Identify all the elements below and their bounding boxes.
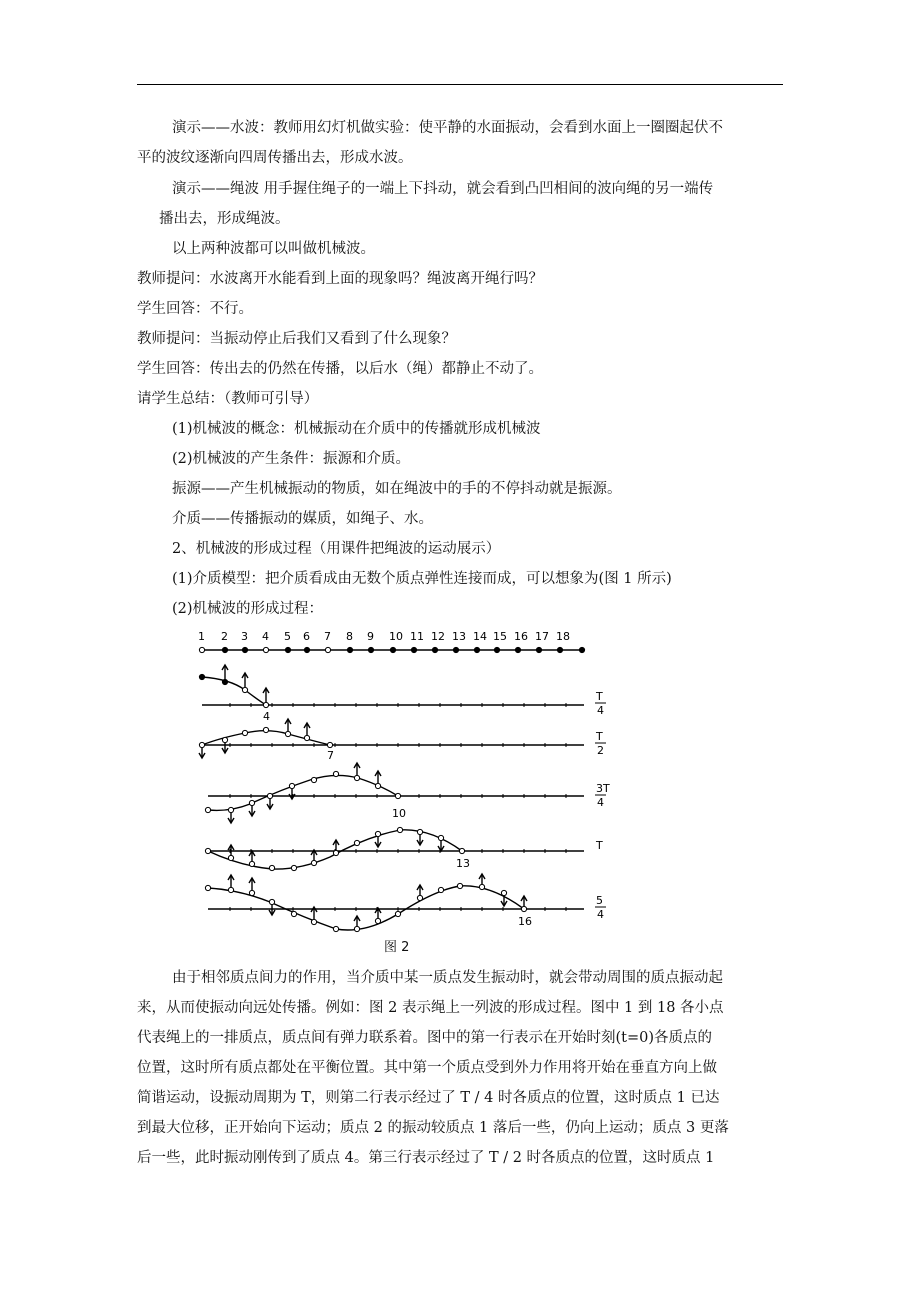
particle-dot bbox=[397, 827, 402, 832]
particle-dot bbox=[242, 730, 247, 735]
particle-dot bbox=[263, 647, 268, 652]
wave-front-label: 7 bbox=[327, 749, 334, 762]
wave-front-dot bbox=[521, 906, 526, 911]
time-label-top: T bbox=[596, 839, 603, 852]
particle-label: 13 bbox=[452, 630, 466, 643]
particle-dot bbox=[291, 911, 296, 916]
particle-dot bbox=[205, 807, 210, 812]
particle-dot bbox=[375, 783, 380, 788]
paragraph-line: 简谐运动，设振动周期为 T，则第二行表示经过了 T / 4 时各质点的位置，这时质点 1 已达 bbox=[137, 1090, 720, 1106]
wave-front-dot bbox=[263, 702, 268, 707]
particle-dot bbox=[249, 800, 254, 805]
particle-dot bbox=[228, 887, 233, 892]
time-label-bottom: 4 bbox=[597, 908, 604, 921]
particle-dot bbox=[333, 850, 338, 855]
particle-dot bbox=[285, 731, 290, 736]
particle-dot bbox=[228, 855, 233, 860]
particle-label: 15 bbox=[493, 630, 507, 643]
wave-front-dot bbox=[459, 848, 464, 853]
particle-label: 14 bbox=[473, 630, 487, 643]
paragraph-line: 以上两种波都可以叫做机械波。 bbox=[172, 241, 375, 257]
particle-dot bbox=[494, 647, 499, 652]
particle-dot bbox=[579, 647, 584, 652]
particle-dot bbox=[249, 890, 254, 895]
paragraph-line: 播出去，形成绳波。 bbox=[159, 211, 290, 227]
particle-dot bbox=[311, 860, 316, 865]
particle-dot bbox=[267, 793, 272, 798]
particle-dot bbox=[228, 807, 233, 812]
particle-dot bbox=[242, 687, 247, 692]
particle-dot bbox=[242, 647, 247, 652]
paragraph-line: 2、机械波的形成过程（用课件把绳波的运动展示） bbox=[172, 541, 501, 557]
time-label-top: 3T bbox=[596, 782, 610, 795]
particle-dot bbox=[249, 861, 254, 866]
particle-label: 8 bbox=[346, 630, 353, 643]
particle-label: 11 bbox=[410, 630, 424, 643]
paragraph-line: 演示——水波：教师用幻灯机做实验：使平静的水面振动，会看到水面上一圈圈起伏不 bbox=[172, 120, 723, 136]
time-label-bottom: 4 bbox=[597, 796, 604, 809]
paragraph-line: 请学生总结：（教师可引导） bbox=[137, 391, 319, 407]
time-label-bottom: 4 bbox=[597, 704, 604, 717]
particle-dot bbox=[285, 647, 290, 652]
paragraph-line: 振源——产生机械振动的物质，如在绳波中的手的不停抖动就是振源。 bbox=[172, 481, 622, 497]
particle-dot bbox=[375, 831, 380, 836]
particle-label: 4 bbox=[262, 630, 269, 643]
particle-dot bbox=[438, 835, 443, 840]
particle-label: 10 bbox=[389, 630, 403, 643]
particle-dot bbox=[474, 647, 479, 652]
particle-dot bbox=[333, 771, 338, 776]
particle-label: 7 bbox=[324, 630, 331, 643]
particle-dot bbox=[417, 895, 422, 900]
wave-front-label: 10 bbox=[392, 807, 406, 820]
particle-dot bbox=[263, 727, 268, 732]
particle-dot bbox=[269, 865, 274, 870]
header-rule bbox=[137, 84, 783, 85]
particle-dot bbox=[368, 647, 373, 652]
particle-dot bbox=[222, 679, 227, 684]
particle-dot bbox=[411, 647, 416, 652]
time-label-top: 5 bbox=[596, 894, 603, 907]
wave-front-label: 4 bbox=[263, 710, 270, 723]
particle-dot bbox=[199, 742, 204, 747]
paragraph-line: 后一些，此时振动刚传到了质点 4。第三行表示经过了 T / 2 时各质点的位置，这时质点 1 bbox=[137, 1150, 715, 1166]
particle-dot bbox=[375, 918, 380, 923]
particle-dot bbox=[557, 647, 562, 652]
paragraph-line: (1)机械波的概念：机械振动在介质中的传播就形成机械波 bbox=[172, 421, 541, 437]
particle-dot bbox=[417, 829, 422, 834]
particle-label: 18 bbox=[556, 630, 570, 643]
particle-dot bbox=[291, 865, 296, 870]
particle-dot bbox=[269, 899, 274, 904]
particle-dot bbox=[304, 735, 309, 740]
particle-dot bbox=[222, 647, 227, 652]
particle-dot bbox=[515, 647, 520, 652]
paragraph-line: 学生回答：不行。 bbox=[137, 301, 253, 317]
particle-label: 1 bbox=[198, 630, 205, 643]
wave-front-label: 13 bbox=[456, 857, 470, 870]
particle-dot bbox=[205, 848, 210, 853]
paragraph-line: 由于相邻质点间力的作用，当介质中某一质点发生振动时，就会带动周围的质点振动起 bbox=[172, 970, 723, 986]
particle-dot bbox=[390, 647, 395, 652]
particle-dot bbox=[289, 783, 294, 788]
particle-dot bbox=[479, 884, 484, 889]
particle-dot bbox=[536, 647, 541, 652]
particle-label: 6 bbox=[303, 630, 310, 643]
time-label-top: T bbox=[596, 690, 603, 703]
particle-dot bbox=[311, 919, 316, 924]
particle-dot bbox=[453, 647, 458, 652]
wave-front-label: 16 bbox=[518, 915, 532, 928]
particle-dot bbox=[432, 647, 437, 652]
time-label-top: T bbox=[596, 730, 603, 743]
particle-label: 12 bbox=[431, 630, 445, 643]
paragraph-line: 来，从而使振动向远处传播。例如：图 2 表示绳上一列波的形成过程。图中 1 到 18 各小点 bbox=[137, 1000, 724, 1016]
paragraph-line: 学生回答：传出去的仍然在传播，以后水（绳）都静止不动了。 bbox=[137, 361, 543, 377]
particle-dot bbox=[457, 883, 462, 888]
particle-label: 17 bbox=[535, 630, 549, 643]
time-label-bottom: 2 bbox=[597, 744, 604, 757]
particle-dot bbox=[333, 926, 338, 931]
wave-diagram bbox=[190, 622, 620, 934]
paragraph-line: 代表绳上的一排质点，质点间有弹力联系着。图中的第一行表示在开始时刻(t=0)各质点的 bbox=[137, 1030, 713, 1046]
particle-dot bbox=[205, 885, 210, 890]
particle-dot bbox=[199, 674, 204, 679]
particle-label: 5 bbox=[284, 630, 291, 643]
particle-label: 2 bbox=[221, 630, 228, 643]
wave-front-dot bbox=[395, 793, 400, 798]
particle-dot bbox=[354, 775, 359, 780]
paragraph-line: (2)机械波的形成过程： bbox=[172, 601, 324, 617]
particle-dot bbox=[222, 737, 227, 742]
wave-front-dot bbox=[327, 742, 332, 747]
figure-caption: 图 2 bbox=[384, 940, 410, 955]
particle-dot bbox=[304, 647, 309, 652]
paragraph-line: 位置，这时所有质点都处在平衡位置。其中第一个质点受到外力作用将开始在垂直方向上做 bbox=[137, 1060, 717, 1076]
particle-dot bbox=[325, 647, 330, 652]
particle-label: 16 bbox=[514, 630, 528, 643]
particle-dot bbox=[501, 890, 506, 895]
particle-dot bbox=[395, 911, 400, 916]
particle-dot bbox=[311, 777, 316, 782]
paragraph-line: 教师提问：当振动停止后我们又看到了什么现象？ bbox=[137, 331, 456, 347]
paragraph-line: (2)机械波的产生条件：振源和介质。 bbox=[172, 451, 411, 467]
particle-label: 3 bbox=[241, 630, 248, 643]
particle-dot bbox=[438, 887, 443, 892]
particle-dot bbox=[354, 840, 359, 845]
wave-formation-figure bbox=[190, 622, 620, 938]
paragraph-line: 到最大位移，正开始向下运动；质点 2 的振动较质点 1 落后一些，仍向上运动；质点 3 更落 bbox=[137, 1120, 729, 1136]
particle-dot bbox=[199, 647, 204, 652]
particle-dot bbox=[347, 647, 352, 652]
particle-label: 9 bbox=[367, 630, 374, 643]
paragraph-line: 平的波纹逐渐向四周传播出去，形成水波。 bbox=[137, 150, 413, 166]
paragraph-line: 演示——绳波 用手握住绳子的一端上下抖动，就会看到凸凹相间的波向绳的另一端传 bbox=[172, 181, 714, 197]
paragraph-line: 教师提问：水波离开水能看到上面的现象吗？绳波离开绳行吗？ bbox=[137, 271, 543, 287]
particle-dot bbox=[354, 926, 359, 931]
paragraph-line: (1)介质模型：把介质看成由无数个质点弹性连接而成，可以想象为(图 1 所示) bbox=[172, 571, 672, 587]
paragraph-line: 介质——传播振动的媒质，如绳子、水。 bbox=[172, 511, 433, 527]
